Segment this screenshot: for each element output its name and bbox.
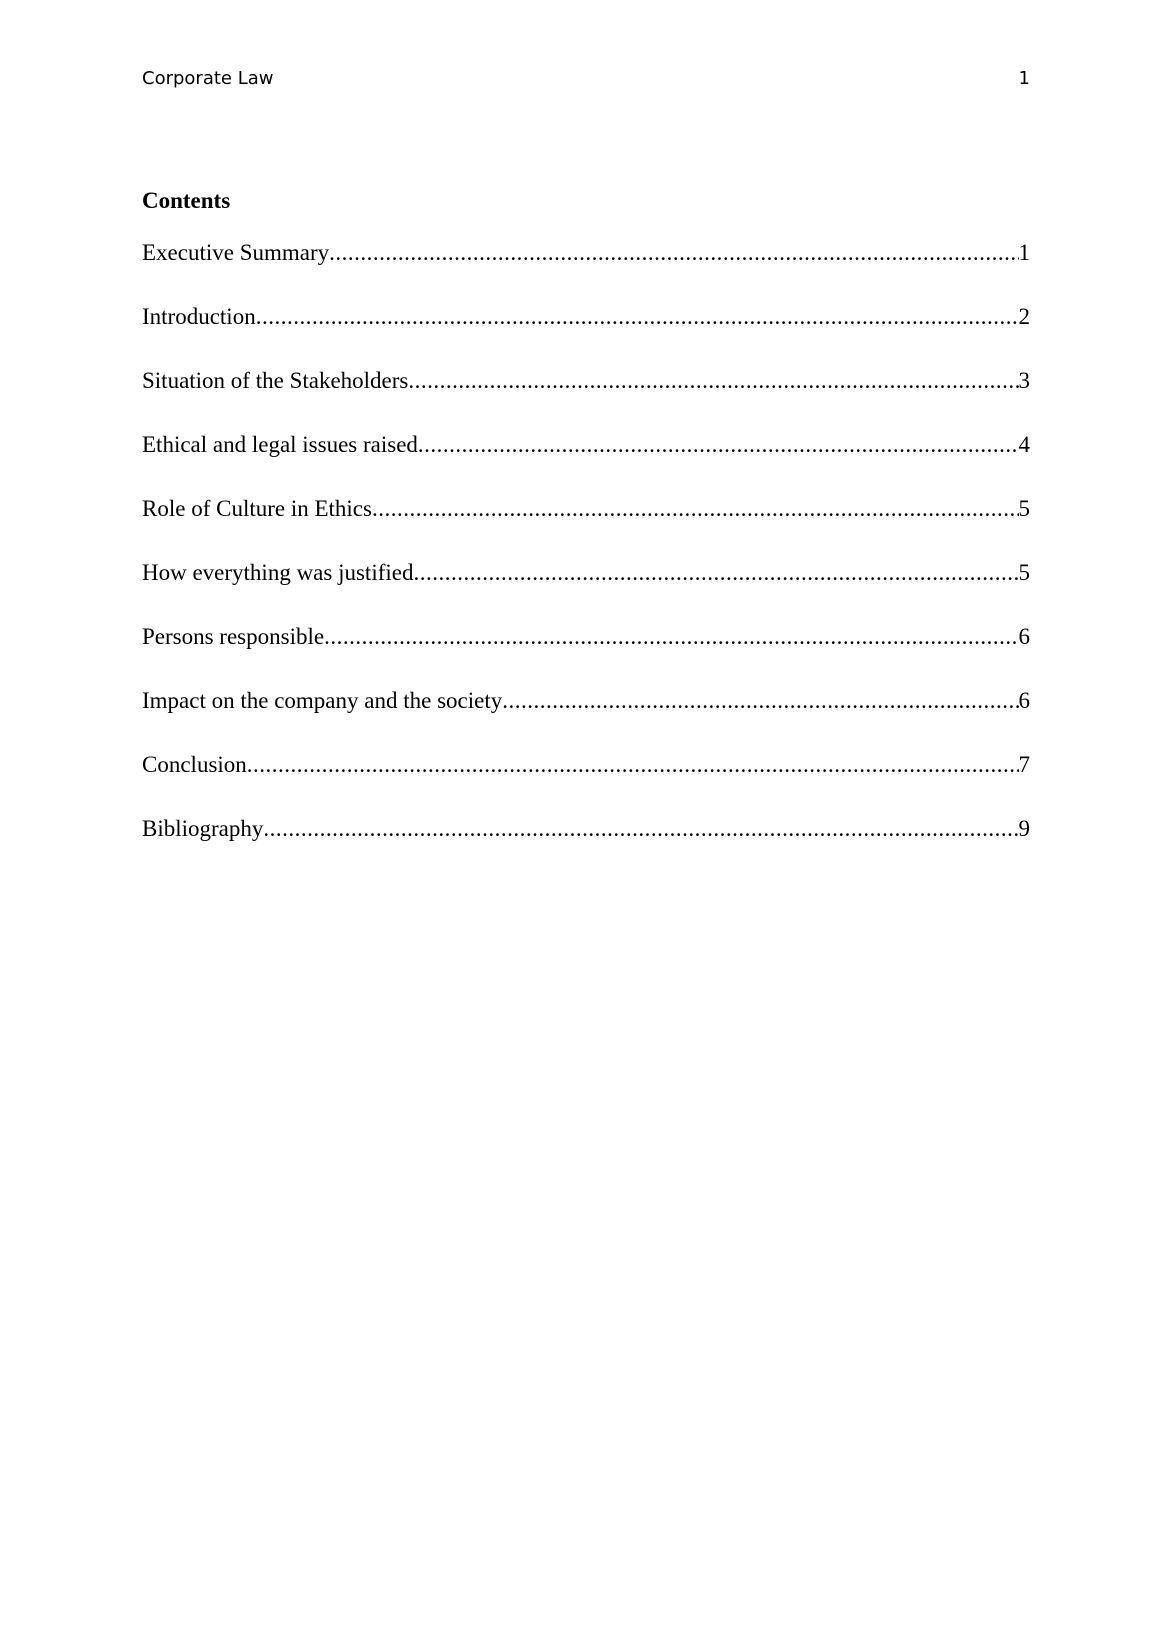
toc-leader-dots [408,368,1018,394]
toc-leader-dots [329,240,1018,266]
toc-entry-label: Bibliography [142,816,264,841]
toc-entry-role-of-culture[interactable] [142,496,1030,560]
toc-entry-persons-responsible[interactable] [142,624,1030,688]
toc-entry-introduction[interactable] [142,304,1030,368]
toc-leader-dots [247,752,1019,778]
toc-entry-page: 4 [1018,432,1030,457]
toc-entry-page: 5 [1018,560,1030,585]
toc-entry-page: 6 [1018,688,1030,713]
toc-entry-label: Executive Summary [142,240,330,265]
toc-leader-dots [418,432,1019,458]
toc-leader-dots [324,624,1018,650]
toc-entry-situation-of-stakeholders[interactable] [142,368,1030,432]
toc-heading: Contents [142,188,231,213]
toc-entry-page: 9 [1018,816,1030,841]
header-page-number: 1 [1018,68,1030,89]
toc-entry-page: 7 [1018,752,1030,777]
toc-entry-label: Conclusion [142,752,247,777]
toc-entry-bibliography[interactable] [142,816,1030,880]
toc-leader-dots [372,496,1019,522]
toc-entry-label: Impact on the company and the society [142,688,503,713]
toc-leader-dots [256,304,1019,330]
toc-entry-impact[interactable] [142,688,1030,752]
header-title: Corporate Law [142,68,274,89]
toc-entry-label: Role of Culture in Ethics [142,496,372,521]
toc-entry-label: How everything was justified [142,560,414,585]
toc-entry-page: 5 [1018,496,1030,521]
page-header [142,68,1030,98]
toc-leader-dots [263,816,1018,842]
toc-entry-label: Ethical and legal issues raised [142,432,418,457]
toc-leader-dots [413,560,1018,586]
toc-entry-how-justified[interactable] [142,560,1030,624]
toc-leader-dots [502,688,1018,714]
toc-entry-page: 2 [1018,304,1030,329]
toc-entry-label: Introduction [142,304,256,329]
table-of-contents [142,240,1030,880]
toc-entry-page: 1 [1018,240,1030,265]
toc-entry-label: Situation of the Stakeholders [142,368,409,393]
toc-entry-label: Persons responsible [142,624,325,649]
toc-entry-page: 3 [1018,368,1030,393]
toc-entry-conclusion[interactable] [142,752,1030,816]
toc-entry-ethical-legal-issues[interactable] [142,432,1030,496]
toc-entry-executive-summary[interactable] [142,240,1030,304]
toc-entry-page: 6 [1018,624,1030,649]
